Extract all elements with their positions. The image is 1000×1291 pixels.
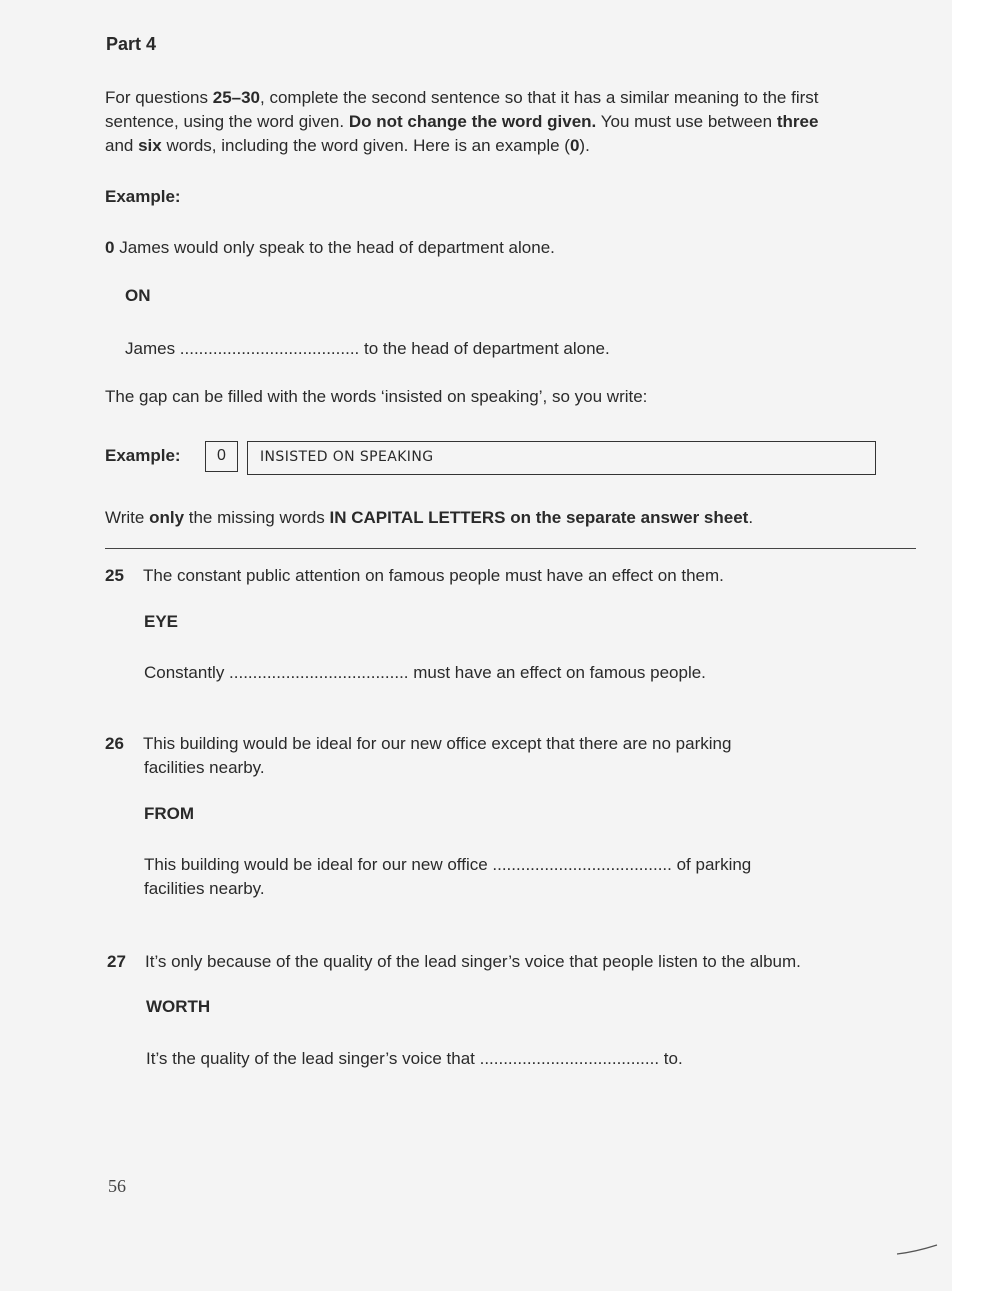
question-sentence: This building would be ideal for our new office except that there are no parking <box>143 734 732 753</box>
answer-example-box: INSISTED ON SPEAKING <box>247 441 876 475</box>
example-rewrite: James ...................................... to the head of department alone. <box>125 339 610 358</box>
answer-example-label: Example: <box>105 446 181 465</box>
write-instruction: Write only the missing words IN CAPITAL LETTERS on the separate answer sheet. <box>105 508 754 527</box>
example-sentence: 0 James would only speak to the head of department alone. <box>105 238 555 257</box>
section-divider <box>105 548 916 549</box>
scan-margin <box>952 0 1000 1291</box>
question-number: 25 <box>105 566 124 585</box>
example-keyword: ON <box>125 286 151 305</box>
question-26-rewrite-cont: facilities nearby. <box>144 879 265 898</box>
question-26-rewrite: This building would be ideal for our new office ...................................... of parking <box>144 855 752 874</box>
question-sentence: The constant public attention on famous people must have an effect on them. <box>143 566 724 585</box>
question-26 <box>105 732 731 756</box>
question-sentence: It’s only because of the quality of the lead singer’s voice that people listen to the album. <box>145 952 801 971</box>
part-title: Part 4 <box>106 34 157 54</box>
question-26-keyword: FROM <box>144 804 195 823</box>
page-number: 56 <box>108 1176 126 1196</box>
question-25-keyword: EYE <box>144 612 179 631</box>
pen-mark-icon <box>895 1240 940 1260</box>
question-27-keyword: WORTH <box>146 997 211 1016</box>
question-27-rewrite: It’s the quality of the lead singer’s voice that ...................................... to. <box>146 1049 683 1068</box>
question-number: 26 <box>105 734 124 753</box>
question-25-rewrite: Constantly ...................................... must have an effect on famous people. <box>144 663 706 682</box>
question-range: 25–30 <box>212 88 261 107</box>
instructions <box>105 86 925 158</box>
instructions-line-3: and six words, including the word given. Here is an example (0). <box>105 136 590 155</box>
instructions-line-1: For questions 25–30, complete the second sentence so that it has a similar meaning to the first <box>105 88 819 107</box>
answer-number-box: 0 <box>205 441 238 472</box>
question-27 <box>107 950 801 974</box>
example-number: 0 <box>105 238 115 257</box>
example-heading: Example: <box>105 187 181 206</box>
example-explanation: The gap can be filled with the words ‘insisted on speaking’, so you write: <box>105 387 648 406</box>
instructions-line-2: sentence, using the word given. Do not change the word given. You must use between three <box>105 112 819 131</box>
question-25 <box>105 564 724 588</box>
question-26-sentence-cont: facilities nearby. <box>144 758 265 777</box>
question-number: 27 <box>107 952 126 971</box>
